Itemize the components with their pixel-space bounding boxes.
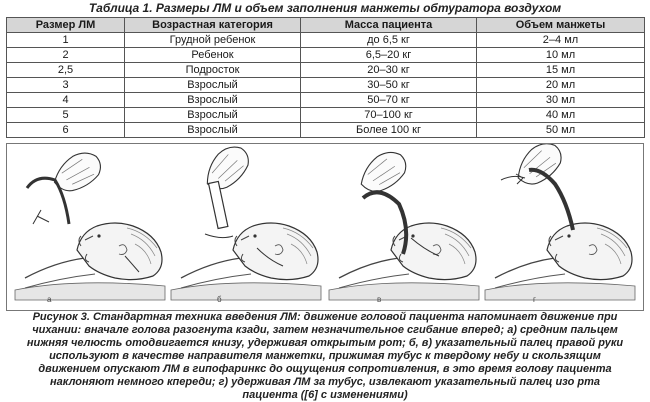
panel-label-b: б bbox=[217, 295, 222, 304]
cell-lm-size: 4 bbox=[7, 93, 125, 108]
table-row bbox=[7, 78, 645, 93]
cell-age-category: Взрослый bbox=[125, 108, 301, 123]
figure-caption-line: движением опускают ЛМ в гипофаринкс до ощущения сопротивления, в это время голову пациента bbox=[38, 363, 612, 375]
figure-caption-line: пациента ([6] с изменениями) bbox=[242, 389, 408, 401]
cell-cuff-volume: 20 мл bbox=[477, 78, 645, 93]
panel-label-a: а bbox=[47, 295, 52, 304]
panel-label-d: г bbox=[533, 295, 536, 304]
header-patient-mass: Масса пациента bbox=[301, 18, 477, 33]
cell-patient-mass: Более 100 кг bbox=[301, 123, 477, 138]
cell-cuff-volume: 10 мл bbox=[477, 48, 645, 63]
cell-age-category: Грудной ребенок bbox=[125, 33, 301, 48]
figure-caption-line: используют в качестве направителя манжетки, прижимая тубус к твердому небу и скользящим bbox=[49, 350, 601, 362]
cell-cuff-volume: 2–4 мл bbox=[477, 33, 645, 48]
figure-caption bbox=[6, 311, 644, 402]
cell-lm-size: 6 bbox=[7, 123, 125, 138]
figure-caption-line: наклоняют немного кпереди; г) удерживая ЛМ за тубус, извлекают указательный палец изо рта bbox=[49, 376, 601, 388]
cell-cuff-volume: 40 мл bbox=[477, 108, 645, 123]
table-row bbox=[7, 63, 645, 78]
panel-b bbox=[171, 144, 321, 304]
cell-age-category: Ребенок bbox=[125, 48, 301, 63]
table-row bbox=[7, 93, 645, 108]
cell-patient-mass: 30–50 кг bbox=[301, 78, 477, 93]
figure-caption-line: нижняя челюсть отодвигается книзу, удерживая открытым рот; б, в) указательный палец правой руки bbox=[26, 337, 624, 349]
panel-c bbox=[329, 147, 479, 304]
cell-lm-size: 5 bbox=[7, 108, 125, 123]
header-age-category: Возрастная категория bbox=[125, 18, 301, 33]
cell-lm-size: 1 bbox=[7, 33, 125, 48]
lm-size-table bbox=[6, 17, 645, 138]
cell-age-category: Взрослый bbox=[125, 78, 301, 93]
panel-a bbox=[15, 148, 165, 304]
cell-cuff-volume: 30 мл bbox=[477, 93, 645, 108]
table-row bbox=[7, 33, 645, 48]
technique-illustration bbox=[6, 143, 644, 311]
cell-cuff-volume: 15 мл bbox=[477, 63, 645, 78]
header-cuff-volume: Объем манжеты bbox=[477, 18, 645, 33]
cell-lm-size: 2,5 bbox=[7, 63, 125, 78]
illustration-panels bbox=[7, 144, 643, 310]
header-lm-size: Размер ЛМ bbox=[7, 18, 125, 33]
table-row bbox=[7, 48, 645, 63]
cell-age-category: Взрослый bbox=[125, 123, 301, 138]
table-row bbox=[7, 123, 645, 138]
cell-lm-size: 3 bbox=[7, 78, 125, 93]
cell-patient-mass: 20–30 кг bbox=[301, 63, 477, 78]
panel-label-c: в bbox=[377, 295, 382, 304]
cell-patient-mass: 70–100 кг bbox=[301, 108, 477, 123]
figure-caption-line: чихании: вначале голова разогнута кзади, затем незначительное сгибание вперед; а) средним пальцем bbox=[32, 324, 618, 336]
table-row bbox=[7, 108, 645, 123]
panel-d bbox=[485, 144, 635, 304]
table-caption: Таблица 1. Размеры ЛМ и объем заполнения манжеты обтуратора воздухом bbox=[88, 1, 562, 15]
cell-patient-mass: 6,5–20 кг bbox=[301, 48, 477, 63]
figure-caption-line: Рисунок 3. Стандартная техника введения ЛМ: движение головой пациента напоминает движение при bbox=[32, 311, 618, 323]
cell-age-category: Подросток bbox=[125, 63, 301, 78]
cell-cuff-volume: 50 мл bbox=[477, 123, 645, 138]
cell-lm-size: 2 bbox=[7, 48, 125, 63]
table-header-row bbox=[7, 18, 645, 33]
cell-patient-mass: 50–70 кг bbox=[301, 93, 477, 108]
cell-age-category: Взрослый bbox=[125, 93, 301, 108]
cell-patient-mass: до 6,5 кг bbox=[301, 33, 477, 48]
